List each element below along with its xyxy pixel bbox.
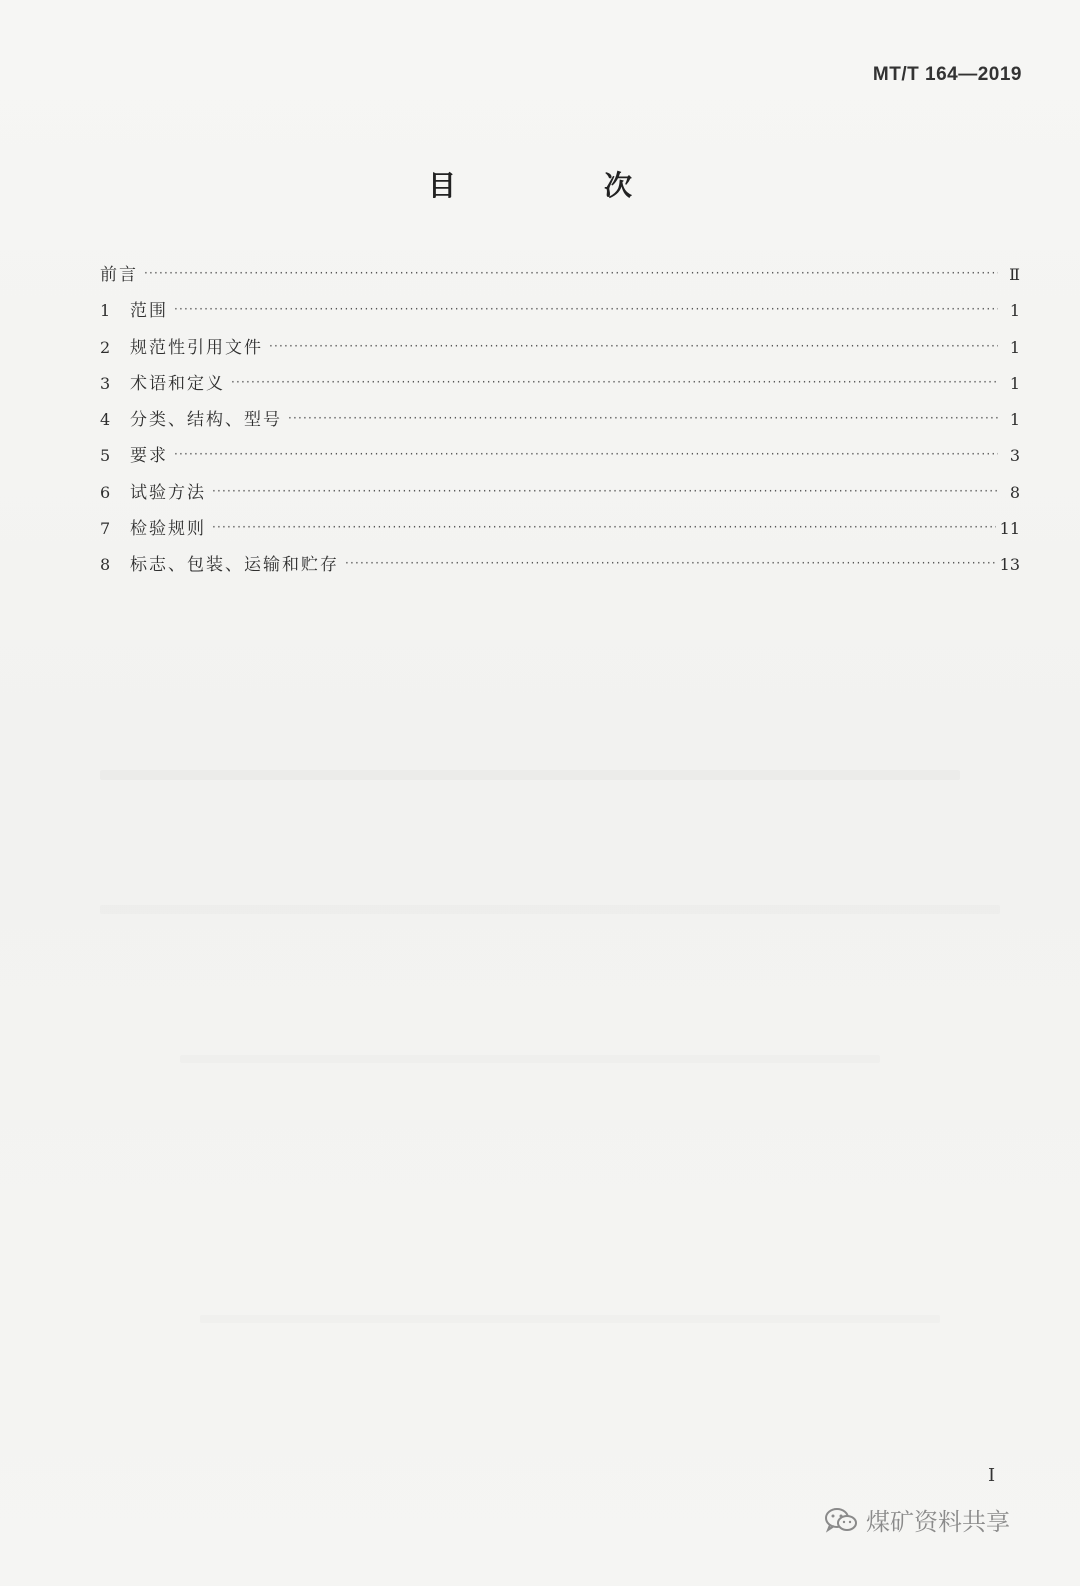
toc-entry-requirements[interactable] xyxy=(100,441,1020,477)
toc-entry-page: 1 xyxy=(1009,301,1020,321)
toc-entry-label: 术语和定义 xyxy=(130,373,225,394)
toc-entry-label: 规范性引用文件 xyxy=(130,337,263,358)
toc-entry-inspection-rules[interactable] xyxy=(100,514,1020,550)
standard-code: MT/T 164—2019 xyxy=(872,64,1022,85)
toc-entry-page: Ⅱ xyxy=(1009,265,1020,284)
toc-entry-label: 标志、包装、运输和贮存 xyxy=(130,555,339,576)
toc-title: 目 次 xyxy=(427,169,692,202)
toc-entry-number: 8 xyxy=(100,555,111,575)
toc-leader-dots xyxy=(144,266,998,280)
toc-entry-number: 4 xyxy=(100,410,111,430)
toc-entry-number: 1 xyxy=(100,301,111,321)
toc-entry-label: 试验方法 xyxy=(130,482,206,503)
toc-entry-page: 1 xyxy=(1009,373,1020,393)
toc-entry-foreword[interactable] xyxy=(100,260,1020,296)
toc-entry-label: 要求 xyxy=(130,446,168,467)
scan-artifact xyxy=(100,770,960,780)
watermark-text: 煤矿资料共享 xyxy=(866,1508,1010,1536)
toc-entry-label: 分类、结构、型号 xyxy=(130,410,282,431)
toc-entry-number: 6 xyxy=(100,482,111,502)
toc-entry-number: 3 xyxy=(100,373,111,393)
toc-entry-page: 8 xyxy=(1009,482,1020,502)
toc-entry-classification[interactable] xyxy=(100,405,1020,441)
wechat-icon xyxy=(824,1507,858,1533)
toc-leader-dots xyxy=(269,339,998,353)
toc-entry-terms-definitions[interactable] xyxy=(100,369,1020,405)
toc-entry-marking-packaging[interactable] xyxy=(100,550,1020,586)
toc-leader-dots xyxy=(212,520,996,534)
toc-entry-test-methods[interactable] xyxy=(100,478,1020,514)
toc-entry-label: 检验规则 xyxy=(130,519,206,540)
toc-leader-dots xyxy=(174,447,998,461)
table-of-contents xyxy=(100,260,1020,587)
toc-entry-normative-references[interactable] xyxy=(100,333,1020,369)
toc-entry-label: 范围 xyxy=(130,301,168,322)
toc-entry-page: 11 xyxy=(999,519,1020,539)
page-number: I xyxy=(988,1465,996,1486)
toc-entry-scope[interactable] xyxy=(100,296,1020,332)
toc-leader-dots xyxy=(231,375,998,389)
toc-entry-label: 前言 xyxy=(100,265,138,285)
toc-entry-page: 1 xyxy=(1009,337,1020,357)
toc-leader-dots xyxy=(174,302,998,316)
toc-entry-number: 5 xyxy=(100,446,111,466)
toc-leader-dots xyxy=(288,411,998,425)
watermark xyxy=(824,1502,1010,1537)
scan-artifact xyxy=(180,1055,880,1063)
toc-entry-number: 2 xyxy=(100,337,111,357)
scan-artifact xyxy=(200,1315,940,1323)
toc-entry-page: 1 xyxy=(1009,410,1020,430)
toc-leader-dots xyxy=(345,556,996,570)
scan-artifact xyxy=(100,905,1000,914)
toc-entry-number: 7 xyxy=(100,519,111,539)
toc-entry-page: 13 xyxy=(999,555,1020,575)
toc-entry-page: 3 xyxy=(1009,446,1020,466)
toc-leader-dots xyxy=(212,484,998,498)
